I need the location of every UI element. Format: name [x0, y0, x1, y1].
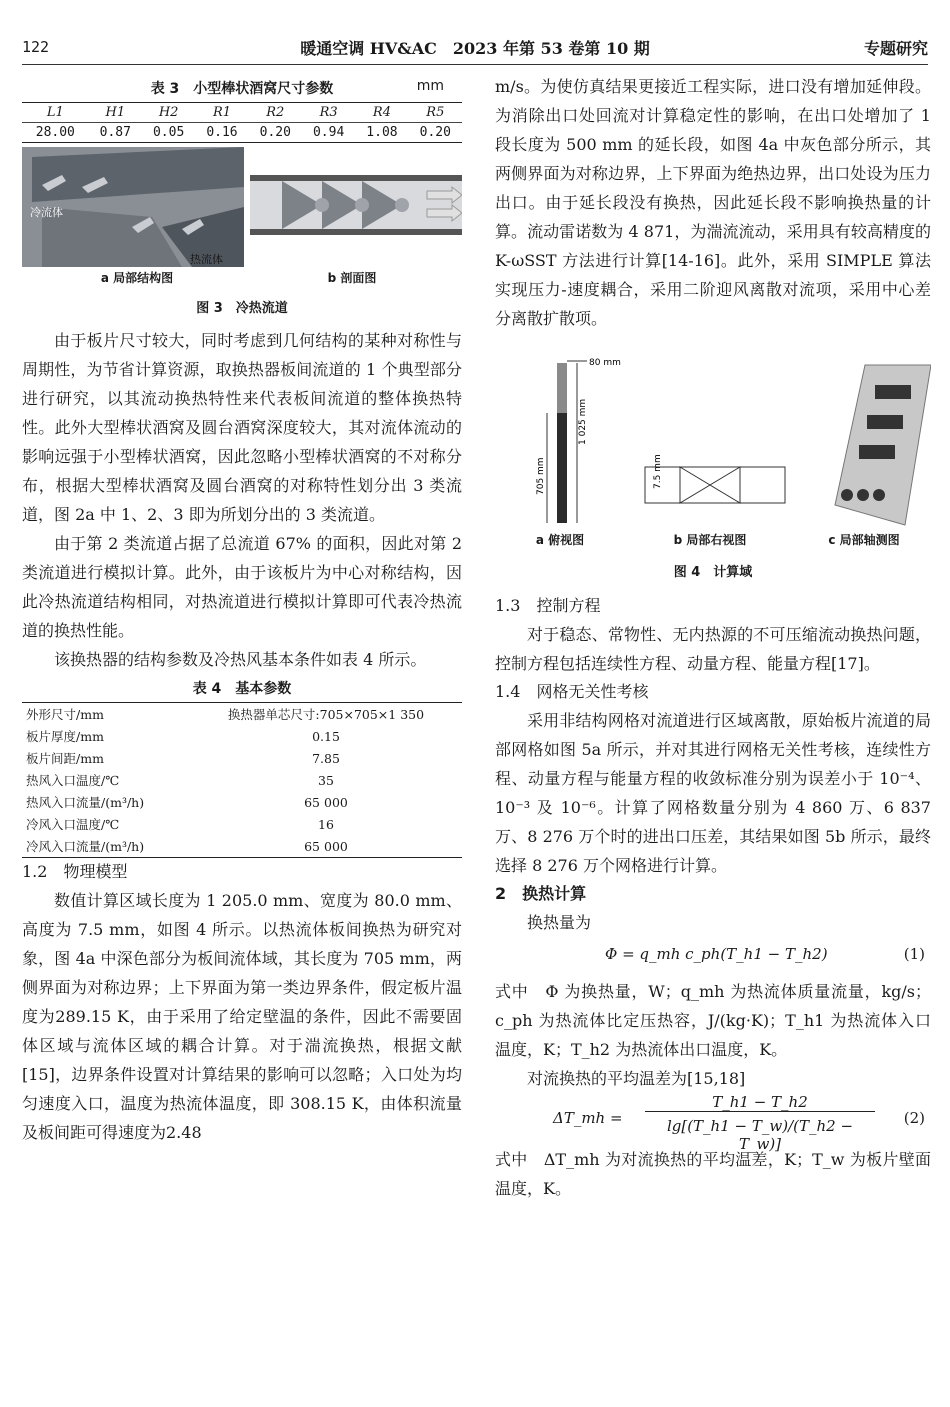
fig3-caption: 图 3 冷热流道 — [196, 301, 288, 316]
figure4 — [495, 355, 931, 555]
table3-header: L1 — [22, 103, 89, 123]
eq2-numerator: T_h1 − T_h2 — [645, 1093, 875, 1112]
sec2-title: 2 换热计算 — [495, 884, 587, 903]
eq1-number: (1) — [903, 945, 925, 963]
figure3-graphic — [22, 147, 462, 287]
table4-row — [22, 769, 462, 791]
right-para-1: m/s。为使仿真结果更接近工程实际，进口没有增加延伸段。为消除出口处回流对计算稳定性的影响，在出口处增加了 1 段长度为 500 mm 的延长段，如图 4a 中灰色部分所示，其两侧界面为对称边界，上下界面为绝热边界，出口处设为压力出口。由于延长段没有换热，因此延长段不影响换热量的计算。流动雷诺数为 4 871，为湍流流动，采用具有较高精度的 K-ωSST 方法进行计算[14-16]。此外，采用 SIMPLE 算法实现压力-速度耦合，采用二阶迎风离散对流项，采用中心差分离散扩散项。 — [495, 77, 931, 328]
fig4-sub-c: c 局部轴测图 — [828, 533, 900, 547]
table4-row — [22, 747, 462, 769]
table3-header: R4 — [355, 103, 408, 123]
table3-header: H1 — [89, 103, 142, 123]
dim-1025: 1 025 mm — [578, 398, 588, 445]
sec2-def1: 式中 Φ 为换热量，W；q_mh 为热流体质量流量，kg/s；c_ph 为热流体比定压热容，J/(kg·K)；T_h1 为热流体入口温度，K；T_h2 为热流体出口温度，K。 — [495, 982, 931, 1059]
journal-title: 暖通空调 HV&AC 2023 年第 53 卷第 10 期 — [300, 39, 650, 58]
figure4-graphic — [495, 355, 931, 535]
table4-key: 外形尺寸/mm — [26, 707, 104, 722]
table3-value: 0.87 — [99, 125, 131, 140]
fig3-sub-b: b 剖面图 — [327, 271, 377, 285]
eq2-lhs: ΔT_mh = — [553, 1109, 623, 1127]
page-header — [22, 36, 928, 65]
left-para-2: 由于第 2 类流道占据了总流道 67% 的面积，因此对第 2 类流道进行模拟计算。此外，由于该板片为中心对称结构，因此冷热流道结构相同，对热流道进行模拟计算即可代表冷热流道的换热性能。 — [22, 534, 462, 640]
table4-caption: 表 4 基本参数 — [192, 681, 292, 697]
eq1-body: Φ = q_mh c_ph(T_h1 − T_h2) — [605, 945, 828, 963]
equation-1 — [495, 937, 931, 977]
table4-row — [22, 703, 462, 726]
sec13-title: 1.3 控制方程 — [495, 596, 601, 615]
table4-value: 65 000 — [304, 794, 348, 810]
table4-value: 65 000 — [304, 838, 348, 854]
table4-value: 换热器单芯尺寸:705×705×1 350 — [227, 707, 425, 722]
dim-80: 80 mm — [589, 358, 621, 368]
table3-unit: mm — [416, 78, 444, 94]
left-para-1: 由于板片尺寸较大，同时考虑到几何结构的某种对称性与周期性，为节省计算资源，取换热器板间流道的 1 个典型部分进行研究，以其流动换热特性来代表板间流道的整体换热特性。此外大型棒状酒窝及圆台酒窝深度较大，其对流体流动的影响远强于小型棒状酒窝，因此忽略小型棒状酒窝的不对称分布，根据大型棒状酒窝及圆台酒窝的对称特性划分出 3 类流道，图 2a 中 1、2、3 即为所划分出的 3 类流道。 — [22, 331, 462, 524]
sec2-def2: 式中 ΔT_mh 为对流换热的平均温差，K；T_w 为板片壁面温度，K。 — [495, 1150, 931, 1198]
table3-value: 0.05 — [152, 125, 185, 140]
table4-key: 板片间距/mm — [26, 751, 104, 766]
table4-value: 35 — [318, 772, 334, 788]
table4-value: 0.15 — [312, 728, 340, 744]
table3-value: 28.00 — [35, 125, 75, 140]
fig3-sub-a: a 局部结构图 — [100, 271, 174, 285]
sec14-title: 1.4 网格无关性考核 — [495, 682, 649, 701]
sec13-text: 对于稳态、常物性、无内热源的不可压缩流动换热问题，控制方程包括连续性方程、动量方程、能量方程[17]。 — [495, 625, 931, 673]
table4-value: 16 — [318, 816, 334, 832]
right-column — [495, 72, 931, 1203]
sec2-intro2: 对流换热的平均温差为[15,18] — [527, 1069, 746, 1088]
fig4-sub-a: a 俯视图 — [535, 533, 585, 547]
left-column — [22, 72, 462, 1147]
sec14-text: 采用非结构网格对流道进行区域离散，原始板片流道的局部网格如图 5a 所示，并对其进行网格无关性考核，连续性方程、动量方程与能量方程的收敛标准分别为误差小于 10⁻⁴、10⁻³ 及 10⁻⁶。计算了网格数量分别为 4 860 万、6 837 万、8 276 万个时的进出口压差，其结果如图 5b 所示，最终选择 8 276 万个网格进行计算。 — [495, 711, 931, 875]
fig4-caption: 图 4 计算域 — [673, 565, 753, 580]
sec2-intro: 换热量为 — [527, 913, 592, 932]
table4 — [22, 702, 462, 858]
dim-705: 705 mm — [536, 457, 546, 495]
dim-75: 7.5 mm — [653, 454, 663, 489]
table3-value: 0.16 — [206, 125, 238, 140]
table3-header: R5 — [409, 103, 462, 123]
table3-value: 1.08 — [366, 125, 398, 140]
table4-row — [22, 835, 462, 858]
figure3 — [22, 147, 462, 287]
eq2-number: (2) — [903, 1109, 925, 1127]
table3-value: 0.20 — [419, 125, 451, 140]
table4-row — [22, 813, 462, 835]
sec12-title: 1.2 物理模型 — [22, 862, 128, 881]
table4-key: 热风入口温度/℃ — [26, 773, 120, 788]
table3-value: 0.94 — [312, 125, 345, 140]
table3-header: R2 — [249, 103, 302, 123]
cold-fluid-label: 冷流体 — [30, 206, 63, 219]
table4-key: 冷风入口流量/(m³/h) — [26, 839, 145, 854]
page-number: 122 — [22, 38, 50, 56]
fig4-sub-b: b 局部右视图 — [673, 533, 747, 547]
table4-key: 板片厚度/mm — [26, 729, 104, 744]
hot-fluid-label: 热流体 — [190, 253, 223, 266]
table4-row — [22, 791, 462, 813]
eq2-denominator: lg[(T_h1 − T_w)/(T_h2 − T_w)] — [666, 1117, 854, 1153]
left-para-3: 该换热器的结构参数及冷热风基本条件如表 4 所示。 — [54, 650, 427, 669]
sec12-text: 数值计算区域长度为 1 205.0 mm、宽度为 80.0 mm、高度为 7.5 mm，如图 4 所示。以热流体板间换热为研究对象，图 4a 中深色部分为板间流体域，其长度为 705 mm，两侧界面为对称边界；上下界面为第一类边界条件，假定板片温度为289.15 K，由于采用了给定壁温的条件，因此不需要固体区域与流体区域的耦合计算。对于湍流换热，根据文献[15]，边界条件设置对计算结果的影响可以忽略；入口处为均匀速度入口，温度为热流体温度，即 308.15 K，由体积流量及板间距可得速度为2.48 — [22, 891, 462, 1142]
table3-caption: 表 3 小型棒状酒窝尺寸参数 mm — [150, 78, 444, 97]
table3-header: R3 — [302, 103, 355, 123]
table3 — [22, 102, 462, 143]
table4-value: 7.85 — [312, 750, 340, 766]
table3-header: R1 — [195, 103, 248, 123]
section-name: 专题研究 — [863, 39, 928, 58]
table3-header: H2 — [142, 103, 195, 123]
table4-key: 热风入口流量/(m³/h) — [26, 795, 145, 810]
table4-row — [22, 725, 462, 747]
equation-2 — [495, 1093, 931, 1153]
table4-key: 冷风入口温度/℃ — [26, 817, 120, 832]
table3-value: 0.20 — [259, 125, 291, 140]
